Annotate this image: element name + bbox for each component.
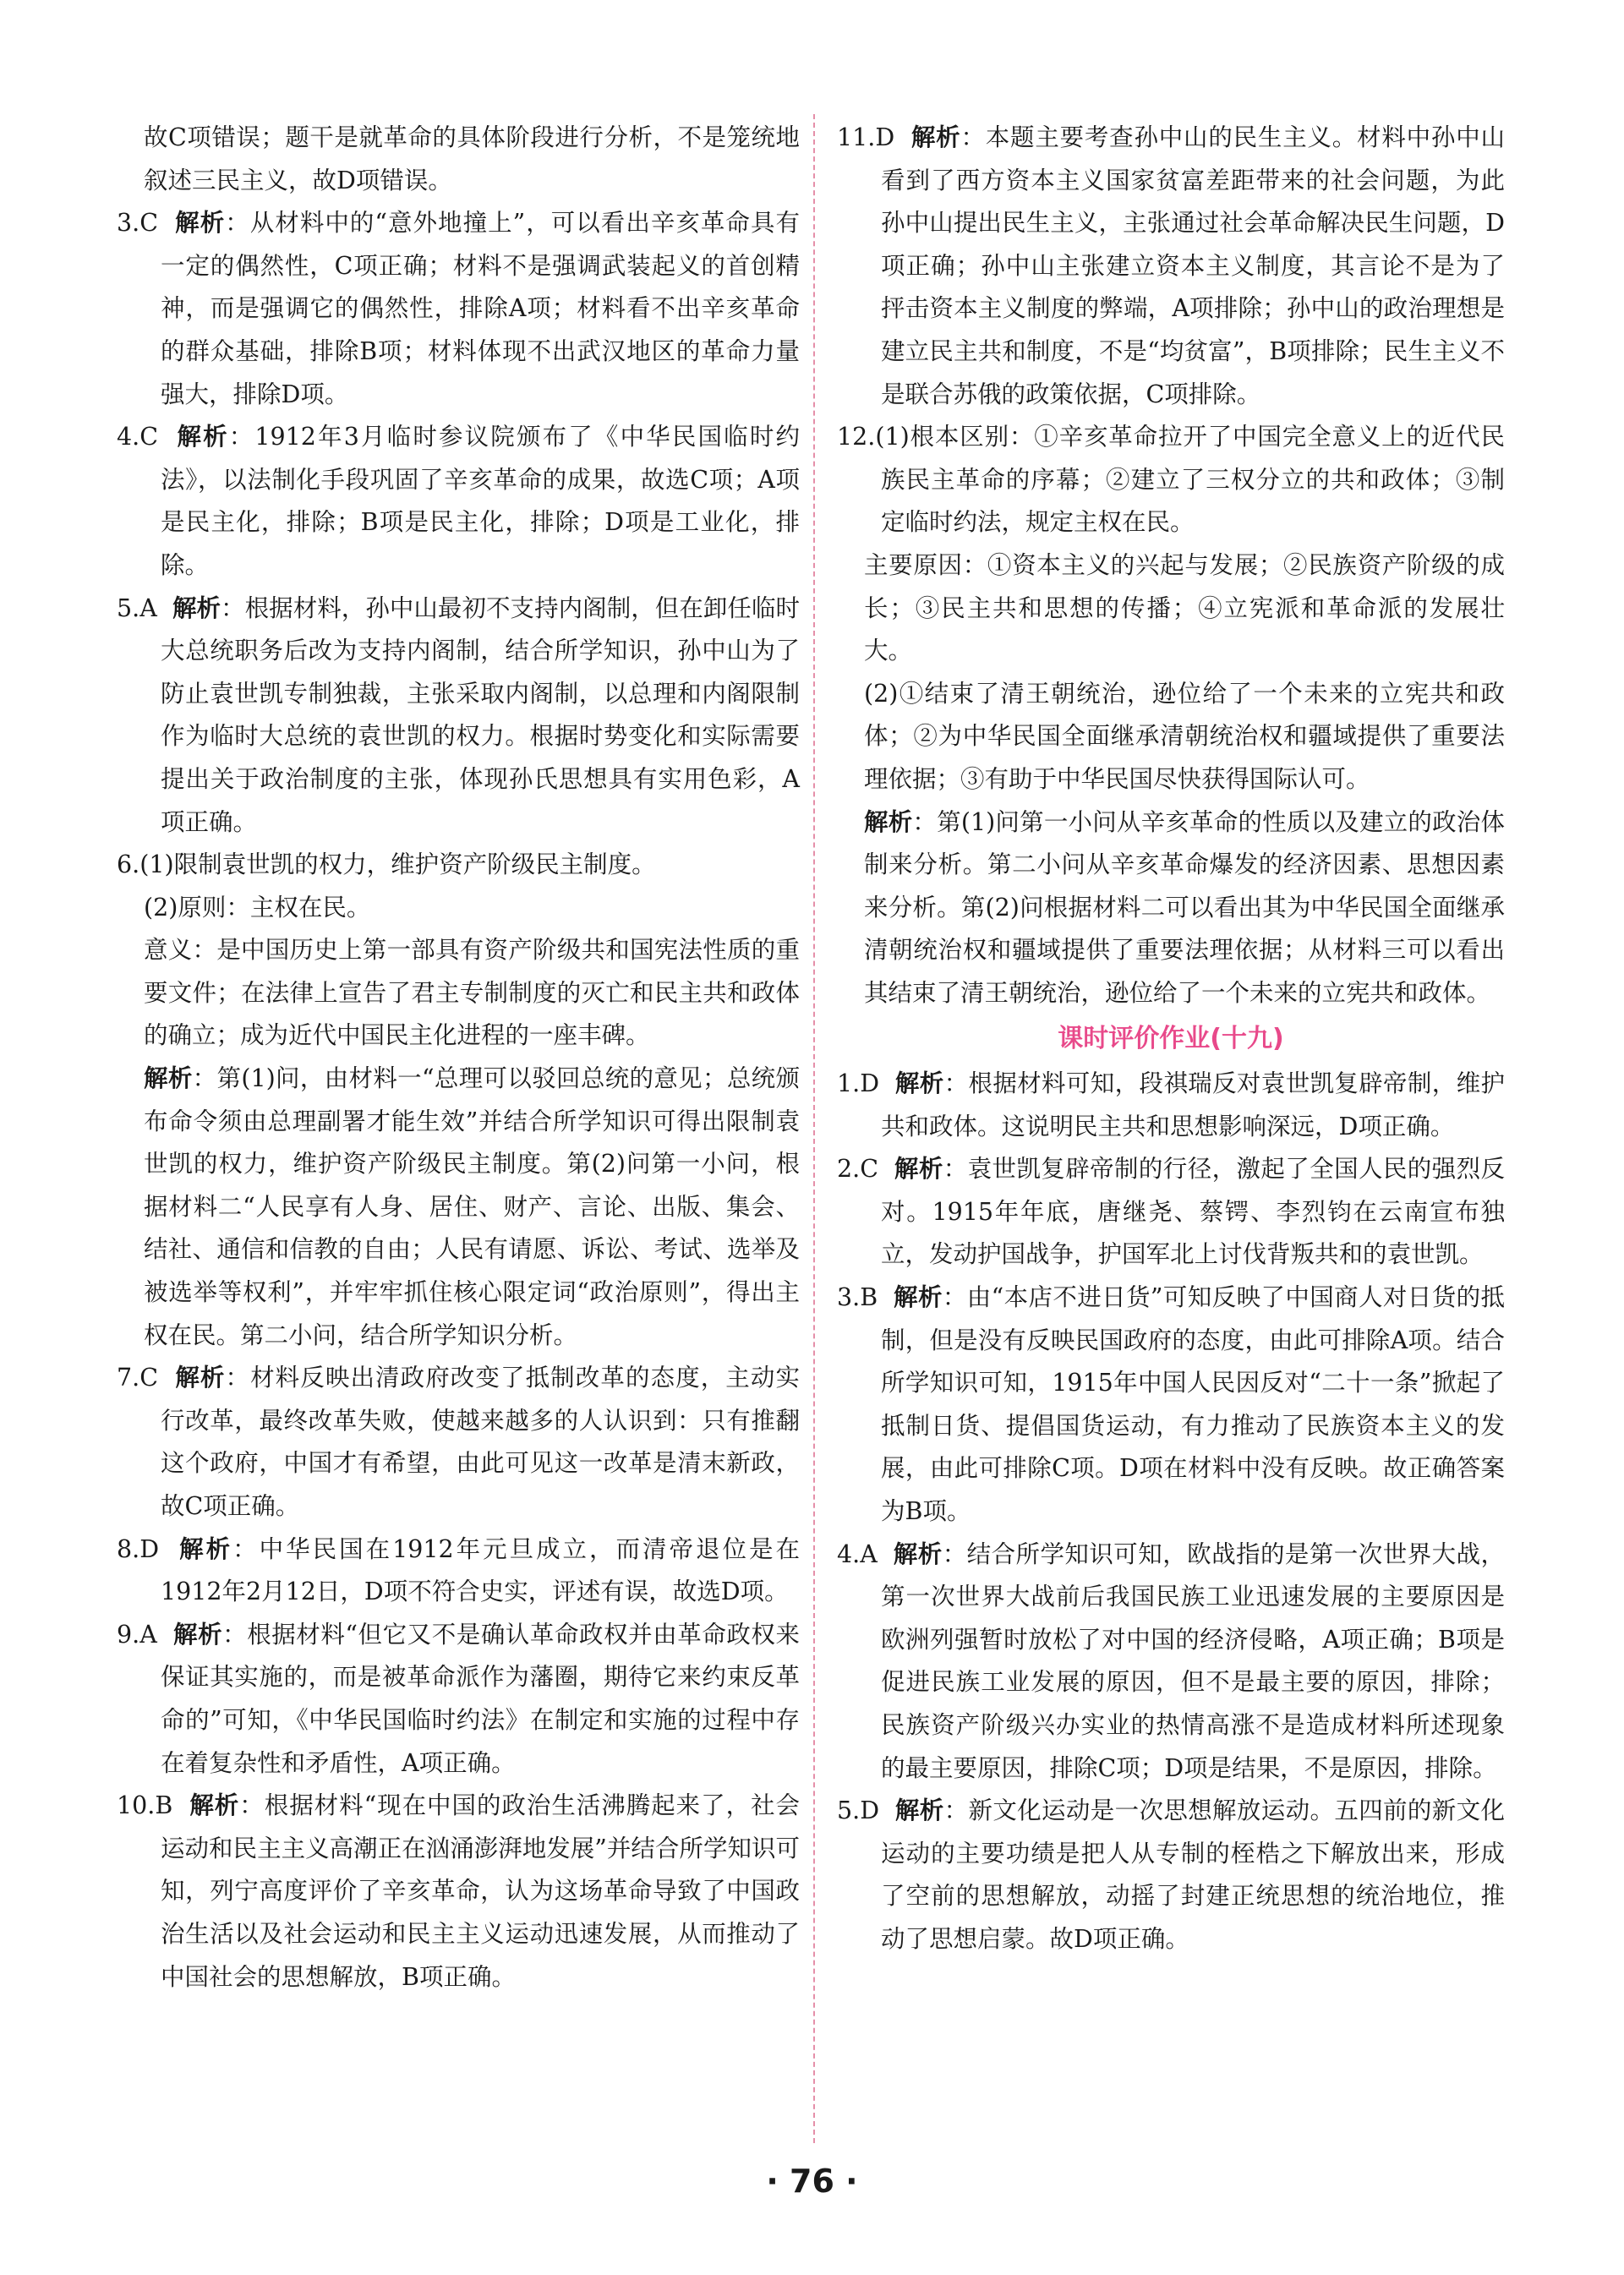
page-number: · 76 · (766, 2163, 858, 2200)
answer-s5: 5.D 解析：新文化运动是一次思想解放运动。五四前的新文化运动的主要功绩是把人从专制的桎梏之下解放出来，形成了空前的思想解放，动摇了封建正统思想的统治地位，推动了思想启蒙。故D项正确。 (837, 1796, 1505, 1953)
column-divider (813, 114, 815, 2143)
answer-6: 6.(1)限制袁世凯的权力，维护资产阶级民主制度。 (117, 850, 656, 879)
answer-7: 7.C 解析：材料反映出清政府改变了抵制改革的态度，主动实行改革，最终改革失败，使越来越多的人认识到：只有推翻这个政府，中国才有希望，由此可见这一改革是清末新政，故C项正确。 (117, 1364, 800, 1520)
answer-4: 4.C 解析：1912年3月临时参议院颁布了《中华民国临时约法》，以法制化手段巩固了辛亥革命的成果，故选C项；A项是民主化，排除；B项是民主化，排除；D项是工业化，排除。 (117, 423, 800, 579)
answer-3: 3.C 解析：从材料中的“意外地撞上”，可以看出辛亥革命具有一定的偶然性，C项正确；材料不是强调武装起义的首创精神，而是强调它的偶然性，排除A项；材料看不出辛亥革命的群众基础，排除B项；材料体现不出武汉地区的革命力量强大，排除D项。 (117, 209, 800, 408)
answer-s4: 4.A 解析：结合所学知识可知，欧战指的是第一次世界大战，第一次世界大战前后我国民族工业迅速发展的主要原因是欧洲列强暂时放松了对中国的经济侵略，A项正确；B项是促进民族工业发展的原因，但不是最主要的原因，排除；民族资产阶级兴办实业的热情高涨不是造成材料所述现象的最主要原因，排除C项；D项是结果，不是原因，排除。 (837, 1539, 1505, 1782)
answer-6-analysis: 解析：第(1)问，由材料一“总理可以驳回总统的意见；总统颁布命令须由总理副署才能生效”并结合所学知识可得出限制袁世凯的权力，维护资产阶级民主制度。第(2)问第一小问，根据材料二“人民享有人身、居住、财产、言论、出版、集会、结社、通信和信教的自由；人民有请愿、诉讼、考试、选举及被选举等权利”，并牢牢抓住核心限定词“政治原则”，得出主权在民。第二小问，结合所学知识分析。 (144, 1064, 800, 1349)
answer-s3: 3.B 解析：由“本店不进日货”可知反映了中国商人对日货的抵制，但是没有反映民国政府的态度，由此可排除A项。结合所学知识可知，1915年中国人民因反对“二十一条”掀起了抵制日货、提倡国货运动，有力推动了民族资本主义的发展，由此可排除C项。D项在材料中没有反映。故正确答案为B项。 (837, 1283, 1505, 1525)
answer-2-continued: 故C项错误；题干是就革命的具体阶段进行分析，不是笼统地叙述三民主义，故D项错误。 (144, 123, 800, 194)
answer-11: 11.D 解析：本题主要考查孙中山的民生主义。材料中孙中山看到了西方资本主义国家贫富差距带来的社会问题，为此孙中山提出民生主义，主张通过社会革命解决民生问题，D项正确；孙中山主张建立资本主义制度，其言论不是为了抨击资本主义制度的弊端，A项排除；孙中山的政治理想是建立民主共和制度，不是“均贫富”，B项排除；民生主义不是联合苏俄的政策依据，C项排除。 (837, 123, 1505, 408)
answer-6-part2: (2)原则：主权在民。 (144, 893, 371, 921)
answer-12-part2: (2)①结束了清王朝统治，逊位给了一个未来的立宪共和政体；②为中华民国全面继承清朝统治权和疆域提供了重要法理依据；③有助于中华民国尽快获得国际认可。 (864, 679, 1505, 793)
left-column (117, 117, 800, 1999)
answer-8: 8.D 解析：中华民国在1912年元旦成立，而清帝退位是在1912年2月12日，D项不符合史实，评述有误，故选D项。 (117, 1534, 800, 1606)
answer-12: 12.(1)根本区别：①辛亥革命拉开了中国完全意义上的近代民族民主革命的序幕；②建立了三权分立的共和政体；③制定临时约法，规定主权在民。 (837, 423, 1505, 537)
answer-10: 10.B 解析：根据材料“现在中国的政治生活沸腾起来了，社会运动和民主主义高潮正在汹涌澎湃地发展”并结合所学知识可知，列宁高度评价了辛亥革命，认为这场革命导致了中国政治生活以及社会运动和民主主义运动迅速发展，从而推动了中国社会的思想解放，B项正确。 (117, 1791, 800, 1991)
answer-s2: 2.C 解析：袁世凯复辟帝制的行径，激起了全国人民的强烈反对。1915年年底，唐继尧、蔡锷、李烈钧在云南宣布独立，发动护国战争，护国军北上讨伐背叛共和的袁世凯。 (837, 1155, 1505, 1269)
answer-5: 5.A 解析：根据材料，孙中山最初不支持内阁制，但在卸任临时大总统职务后改为支持内阁制，结合所学知识，孙中山为了防止袁世凯专制独裁，主张采取内阁制，以总理和内阁限制作为临时大总统的袁世凯的权力。根据时势变化和实际需要提出关于政治制度的主张，体现孙氏思想具有实用色彩，A项正确。 (117, 593, 800, 836)
answer-6-significance: 意义：是中国历史上第一部具有资产阶级共和国宪法性质的重要文件；在法律上宣告了君主专制制度的灭亡和民主共和政体的确立；成为近代中国民主化进程的一座丰碑。 (144, 936, 800, 1050)
answer-s1: 1.D 解析：根据材料可知，段祺瑞反对袁世凯复辟帝制，维护共和政体。这说明民主共和思想影响深远，D项正确。 (837, 1069, 1505, 1140)
answer-9: 9.A 解析：根据材料“但它又不是确认革命政权并由革命政权来保证其实施的，而是被革命派作为藩圈，期待它来约束反革命的”可知，《中华民国临时约法》在制定和实施的过程中存在着复杂性和矛盾性，A项正确。 (117, 1620, 800, 1777)
right-column (837, 117, 1505, 1961)
answer-12-reasons: 主要原因：①资本主义的兴起与发展；②民族资产阶级的成长；③民主共和思想的传播；④立宪派和革命派的发展壮大。 (864, 550, 1505, 665)
answer-12-analysis: 解析：第(1)问第一小问从辛亥革命的性质以及建立的政治体制来分析。第二小问从辛亥革命爆发的经济因素、思想因素来分析。第(2)问根据材料二可以看出其为中华民国全面继承清朝统治权和疆域提供了重要法理依据；从材料三可以看出其结束了清王朝统治，逊位给了一个未来的立宪共和政体。 (864, 807, 1505, 1007)
section-title: 课时评价作业(十九) (1058, 1024, 1284, 1054)
